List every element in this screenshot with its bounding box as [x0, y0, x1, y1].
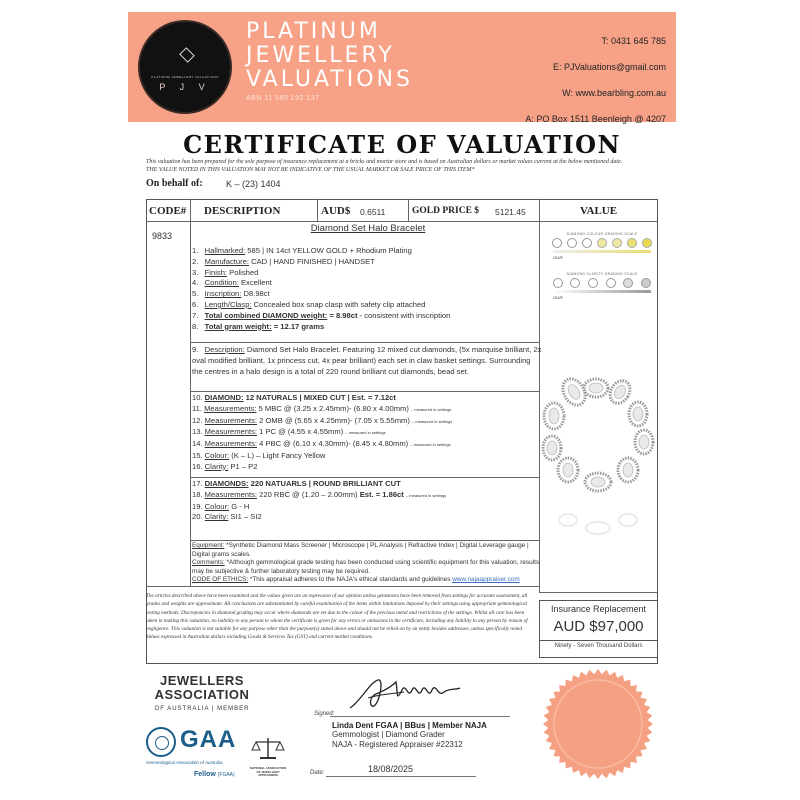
jewellers-association-logo: JEWELLERS ASSOCIATION OF AUSTRALIA | MEMBER — [154, 673, 250, 712]
official-seal — [540, 666, 656, 782]
handwritten-signature — [340, 672, 470, 714]
colour-grading-chart: DIAMOND COLOUR GRADING SCALE GIA® — [549, 232, 655, 260]
scales-icon — [248, 736, 288, 760]
row-divider — [190, 540, 539, 541]
gaa-emblem-icon — [146, 727, 176, 757]
gold-price-value: 5121.45 — [495, 207, 526, 217]
website: W: www.bearbling.com.au — [562, 88, 666, 98]
aud-value: 0.6511 — [360, 207, 386, 217]
code-column-divider — [190, 199, 191, 586]
contact-details — [525, 28, 666, 132]
clarity-grading-chart: DIAMOND CLARITY GRADING SCALE GIA® — [549, 272, 655, 300]
notes-section: Equipment: *Synthetic Diamond Mass Screener | Microscope | PL Analysis | Refractive Index | Digital Leverage gauge | Digital grams scales. Comments: *Although gemmological grade testing has been conducted using scientific equipment for this valuation, results may be subjective & further laboratory testing may be required. CODE OF ETHICS: *This appraisal adheres to the NAJA's ethical standards and guidelines www.najaappraiser.com — [192, 542, 540, 584]
row-divider — [190, 477, 539, 478]
aud-label: AUD$ — [321, 205, 351, 217]
company-logo — [138, 20, 232, 114]
insurance-value-words: Ninety - Seven Thousand Dollars — [539, 640, 658, 649]
postal-address: A: PO Box 1511 Beenleigh @ 4207 — [525, 114, 666, 124]
valuation-date: 18/08/2025 — [368, 764, 414, 774]
naja-logo: NATIONAL ASSOCIATION OF JEWELLERY APPRAISERS — [248, 736, 288, 778]
fellow-label: Fellow (FGAA) — [194, 771, 235, 778]
bracelet-photo — [540, 370, 658, 540]
abn-number: ABN 11 589 192 137 — [246, 95, 320, 102]
signer-credentials: Gemmologist | Diamond Grader NAJA - Registered Appraiser #22312 — [332, 730, 463, 749]
signature-line — [330, 716, 510, 717]
center-diamonds: 10. DIAMOND: 12 NATURALS | MIXED CUT | Est. = 7.12ct 11. Measurements: 5 MBC @ (3.25 x 2.45mm)- (6.80 x 4.00mm) – measured in settings 12. Measurements: 2 OMB @ (5.65 x 4.25mm)- (7.05 x 5.55mm) – measured in settings 13. Measurements: 1 PC @ (4.55 x 4.55mm) – measured in settings 14. Measurements: 4 PBC @ (6.10 x 4.30mm)- (8.45 x 4.80mm) – measured in settings 15. Colour: (K – L) – Light Fancy Yellow 16. Clarity: P1 – P2 — [192, 393, 453, 471]
item-code: 9833 — [152, 231, 173, 241]
gaa-logo: GAA — [180, 726, 237, 753]
phone: T: 0431 645 785 — [601, 36, 666, 46]
brand-line-3: VALUATIONS — [246, 67, 413, 92]
gaa-subtitle: Gemmological Association of Australia — [146, 760, 223, 765]
value-header: VALUE — [580, 205, 618, 217]
diamond-icon — [179, 47, 195, 63]
signer-name: Linda Dent FGAA | BBus | Member NAJA — [332, 721, 487, 730]
insurance-value: AUD $97,000 — [553, 618, 644, 635]
halo-diamonds: 17. DIAMONDS: 220 NATUARLS | ROUND BRILLIANT CUT 18. Measurements: 220 RBC @ (1.20 – 2.00mm) Est. = 1.86ct – measured in settings 19. Colour: G - H 20. Clarity: SI1 – SI2 — [192, 479, 447, 522]
brand-name — [246, 20, 413, 92]
code-header: CODE# — [149, 205, 187, 217]
logo-initials: P J V — [159, 82, 211, 92]
date-line — [326, 776, 476, 777]
header-row-divider — [146, 221, 658, 222]
brand-line-2: JEWELLERY — [246, 43, 395, 68]
row-divider — [539, 592, 658, 593]
date-label: Date: — [310, 770, 325, 776]
signed-label: Signed: — [314, 711, 335, 717]
behalf-label: On behalf of: — [146, 178, 203, 189]
insurance-label: Insurance Replacement — [550, 604, 647, 614]
header-divider — [408, 199, 409, 221]
logo-small-text: PLATINUM JEWELLERY VALUATIONS — [151, 75, 219, 79]
gold-price-label: GOLD PRICE $ — [412, 206, 480, 216]
email: E: PJValuations@gmail.com — [552, 62, 666, 72]
description-header: DESCRIPTION — [204, 205, 281, 217]
item-details: 1. Hallmarked: 585 | IN 14ct YELLOW GOLD + Rhodium Plating 2. Manufacture: CAD | HAND FINISHED | HANDSET 3. Finish: Polished 4. Condition: Excellent 5. Inscription: D8.98ct 6. Length/Clasp: Concealed box snap clasp with safety clip attached 7. Total combined DIAMOND weight: = 8.98ct - consistent with inscription 8. Total gram weight: = 12.17 grams — [192, 246, 451, 331]
row-divider — [190, 342, 539, 343]
behalf-value: K – (23) 1404 — [226, 179, 281, 189]
header-divider — [317, 199, 318, 221]
intro-text: This valuation has been prepared for the sole purpose of insurance replacement at a bricks and mortar store and is based on Australian dollars or market values current at the below mentioned date. THE VALUE NOTED IN THIS VALUATION MAY NOT BE INDICATIVE OF THE USUAL MARKET OR SALE PRICE OF THIS ITEM* — [146, 159, 623, 173]
row-divider — [146, 586, 539, 587]
brand-line-1: PLATINUM — [246, 19, 381, 44]
item-description: 9. Description: Diamond Set Halo Bracelet. Featuring 12 mixed cut diamonds, (5x marquise brilliant, 2x oval modified brilliant, 1x princess cut, 4x pear brilliant) each set in claw basket settings. Surrounding the centres in a halo design is a total of 220 round brilliant cut diamonds, bead set. — [192, 345, 542, 376]
page-title: CERTIFICATE OF VALUATION — [183, 130, 621, 159]
item-title: Diamond Set Halo Bracelet — [310, 223, 426, 234]
row-divider — [190, 391, 539, 392]
disclaimer-text: The articles described above have been examined and the values given are an expression of our opinion unless gemstones have been removed from settings for accurate assessment, all grades and weights are approximate. All conclusions are substantiated by careful examination of the items within limitations imposed by their settings using appropriate gemmological testing methods. Discrepancies in diamond grading may occur where diamonds are set due to the colour of the precious metal and restrictions of the settings. Whilst all care has been taken in making this valuation, no liability to any person to whom the certificate is given for any errors or omissions in the certificate, including any liability to any person by reason of negligence. This valuation is not suitable for any purpose other than the purpose(s) stated above and should not be relied on by an entity besides addressee, unless specifically noted. Values expressed in Australian dollars including Goods & Services Tax (GST) and current market conditions. — [146, 593, 528, 641]
naja-link[interactable]: www.najaappraiser.com — [452, 576, 520, 584]
